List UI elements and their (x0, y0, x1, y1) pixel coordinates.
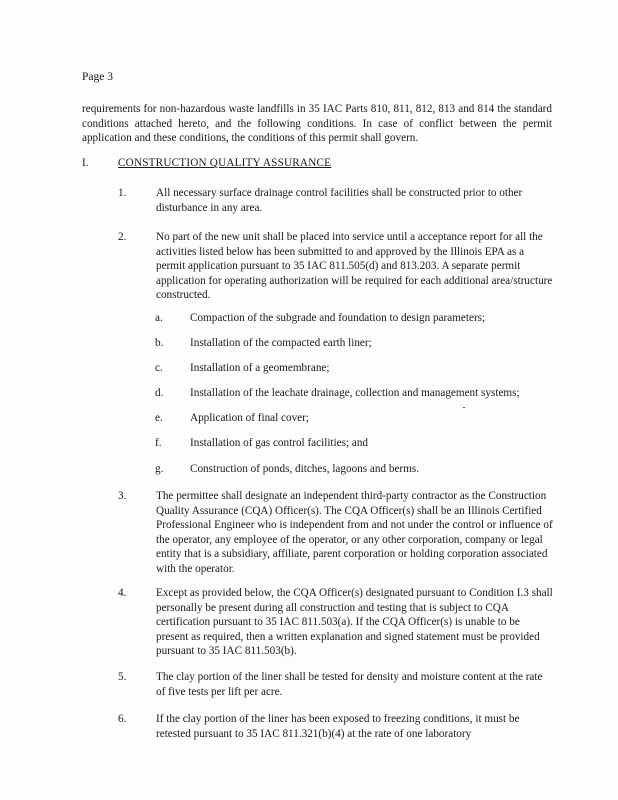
condition-number: 3. (118, 490, 127, 502)
section-number: I. (82, 157, 89, 169)
page-number: Page 3 (82, 71, 113, 83)
subitem-text: Application of final cover; (190, 412, 309, 424)
condition-number: 1. (118, 187, 127, 199)
subitem-text: Installation of the compacted earth liner; (190, 337, 372, 349)
condition-number: 5. (118, 671, 127, 683)
condition-number: 6. (118, 713, 127, 725)
section-title: CONSTRUCTION QUALITY ASSURANCE (118, 157, 332, 169)
subitem-text: Installation of a geomembrane; (190, 362, 330, 374)
intro-paragraph: requirements for non-hazardous waste landfills in 35 IAC Parts 810, 811, 812, 813 and 814 the standard conditions attached hereto, and the following conditions. In case of conflict between the permit application and these conditions, the conditions of this permit shall govern. (82, 103, 552, 145)
subitem-text: Installation of the leachate drainage, collection and management systems; (190, 387, 520, 399)
subitem-letter: b. (155, 337, 164, 349)
subitem-text: Construction of ponds, ditches, lagoons and berms. (190, 463, 420, 475)
condition-text: The clay portion of the liner shall be tested for density and moisture content at the rate of five tests per lift per acre. (156, 671, 543, 698)
condition-number: 2. (118, 231, 127, 243)
condition-text: If the clay portion of the liner has been exposed to freezing conditions, it must be retested pursuant to 35 IAC 811.321(b)(4) at the rate of one laboratory (156, 713, 520, 740)
subitem-letter: c. (155, 362, 163, 374)
condition-text: Except as provided below, the CQA Officer(s) designated pursuant to Condition I.3 shall personally be present during all construction and testing that is subject to CQA certification pursuant to 35 IAC 811.503(a). If the CQA Officer(s) is unable to be present as required, then a written explanation and signed statement must be provided pursuant to 35 IAC 811.503(b). (156, 587, 553, 658)
subitem-letter: f. (155, 437, 162, 449)
condition-text: No part of the new unit shall be placed into service until a acceptance report for all the activities listed below has been submitted to and approved by the Illinois EPA as a permit application pursuant to 35 IAC 811.505(d) and 813.203. A separate permit application for operating authorization will be required for each additional area/structure constructed. (156, 231, 553, 302)
subitem-text: Compaction of the subgrade and foundation to design parameters; (190, 312, 486, 324)
subitem-letter: e. (155, 412, 163, 424)
condition-text: All necessary surface drainage control facilities shall be constructed prior to other disturbance in any area. (156, 187, 523, 214)
subitem-letter: a. (155, 312, 163, 324)
scan-speck (463, 407, 465, 408)
subitem-letter: d. (155, 387, 164, 399)
subitem-letter: g. (155, 463, 164, 475)
condition-number: 4. (118, 587, 127, 599)
subitem-text: Installation of gas control facilities; and (190, 437, 369, 449)
condition-text: The permittee shall designate an independent third-party contractor as the Construction Quality Assurance (CQA) Officer(s). The CQA Officer(s) shall be an Illinois Certified Professional Engineer who is independent from and not under the control or influence of the operator, any employee of the operator, or any other corporation, company or legal entity that is a subsidiary, affiliate, parent corporation or holding corporation associated with the operator. (156, 490, 553, 575)
